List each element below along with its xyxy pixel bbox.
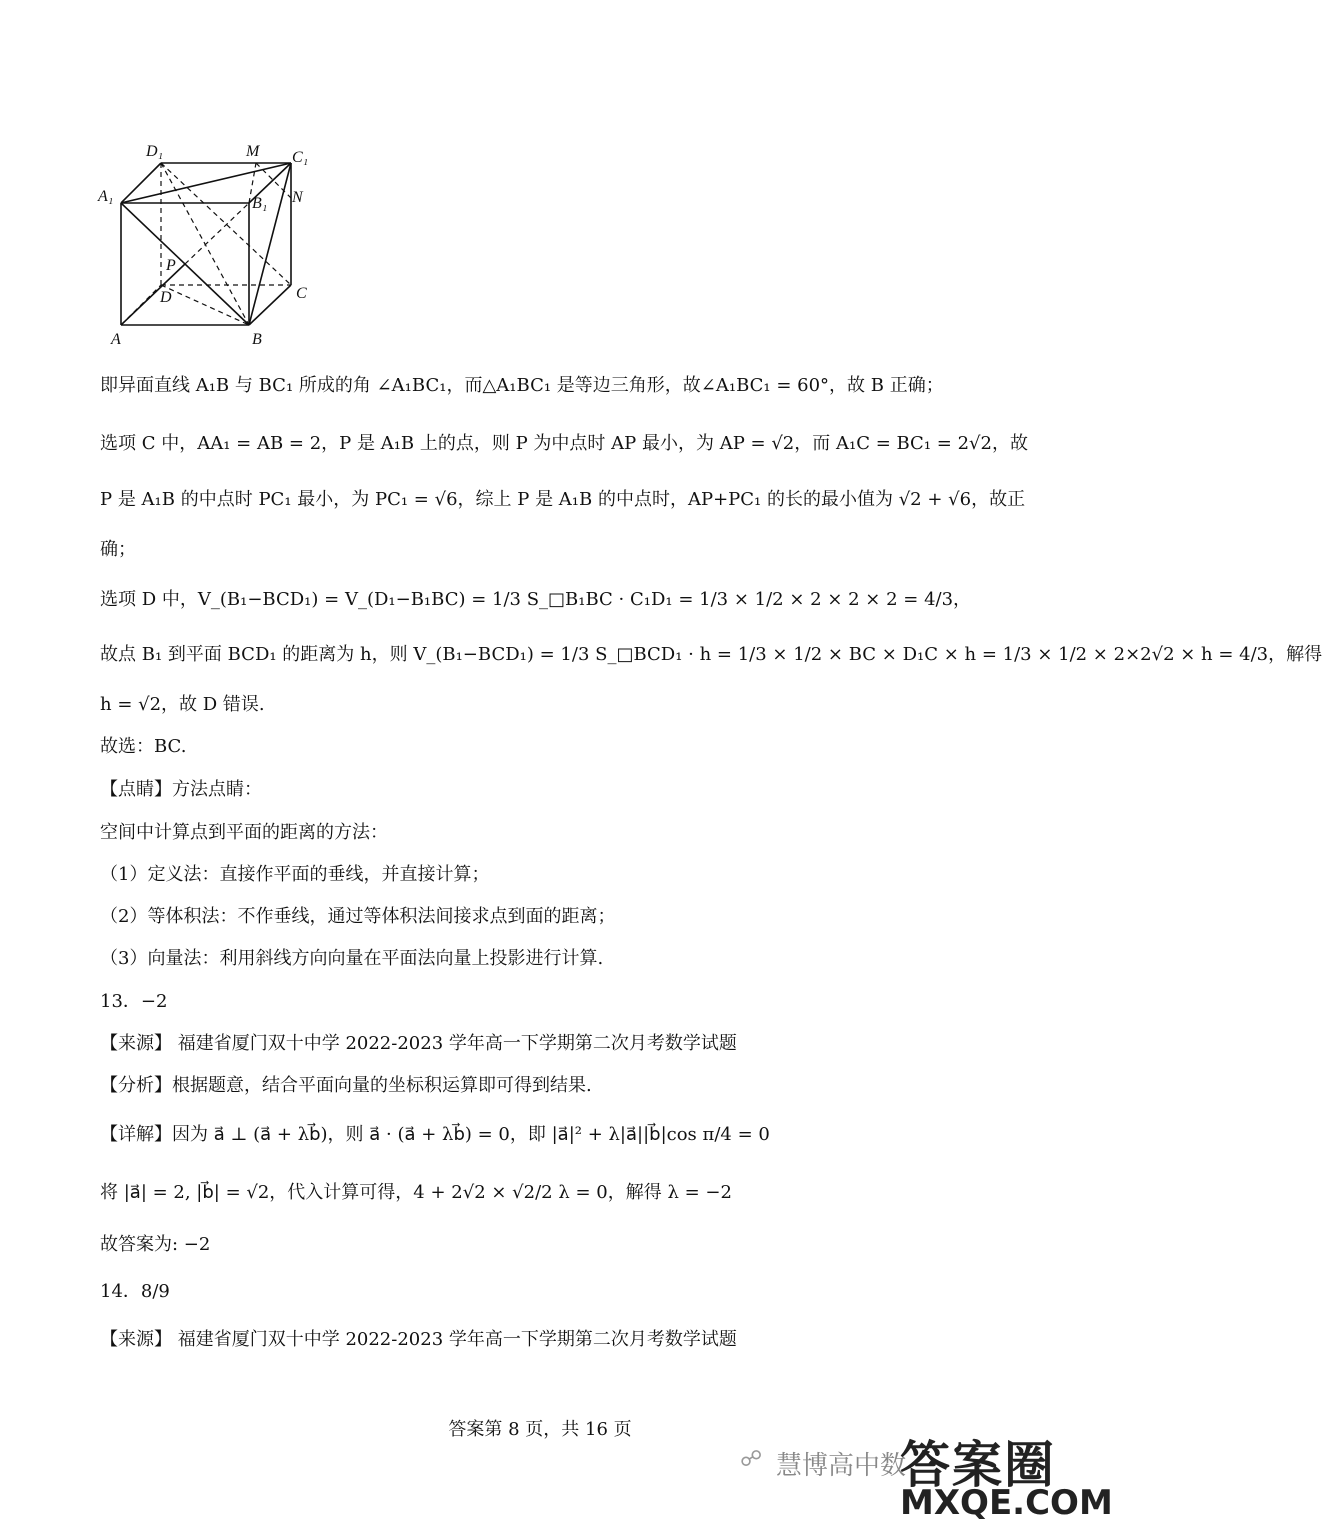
text-line: 即异面直线 A₁B 与 BC₁ 所成的角 ∠A₁BC₁，而△A₁BC₁ 是等边三角形，故∠A₁BC₁ = 60°，故 B 正确； [100, 375, 944, 396]
cube-figure [96, 138, 336, 353]
label-a: A [111, 331, 121, 348]
text-line: （3）向量法：利用斜线方向向量在平面法向量上投影进行计算. [100, 948, 604, 969]
question-number: 14．8/9 [100, 1281, 170, 1302]
text-line: h = √2，故 D 错误. [100, 694, 265, 715]
label-a1: A₁ [98, 188, 114, 205]
label-p: P [166, 257, 176, 274]
text-line: 【分析】根据题意，结合平面向量的坐标积运算即可得到结果. [100, 1075, 592, 1096]
text-line: （2）等体积法：不作垂线，通过等体积法间接求点到面的距离； [100, 906, 616, 927]
question-number: 13．−2 [100, 991, 168, 1012]
text-line: （1）定义法：直接作平面的垂线，并直接计算； [100, 864, 490, 885]
watermark-logo: 答案圈 [900, 1436, 1056, 1494]
text-line: P 是 A₁B 的中点时 PC₁ 最小，为 PC₁ = √6，综上 P 是 A₁B 的中点时，AP+PC₁ 的长的最小值为 √2 + √6，故正 [100, 489, 1026, 510]
text-line: 故点 B₁ 到平面 BCD₁ 的距离为 h，则 V_(B₁−BCD₁) = 1/3 S_□BCD₁ · h = 1/3 × 1/2 × BC × D₁C × h = 1/3 × 1/2 × 2×2√2 × h = 4/3，解得 [100, 644, 1322, 665]
label-d1: D₁ [146, 143, 164, 160]
text-line: 选项 C 中，AA₁ = AB = 2，P 是 A₁B 上的点，则 P 为中点时 AP 最小，为 AP = √2，而 A₁C = BC₁ = 2√2，故 [100, 433, 1028, 454]
text-line: 【点睛】方法点睛： [100, 779, 262, 800]
label-b1: B₁ [252, 195, 268, 212]
label-d: D [160, 289, 172, 306]
text-line: 故选：BC. [100, 736, 187, 757]
label-c1: C₁ [292, 149, 309, 166]
label-m: M [246, 143, 260, 160]
text-line: 将 |a⃗| = 2, |b⃗| = √2，代入计算可得，4 + 2√2 × √2/2 λ = 0，解得 λ = −2 [100, 1182, 732, 1203]
watermark-wechat-text: 慧博高中数 [776, 1451, 907, 1481]
text-line: 【来源】 福建省厦门双十中学 2022-2023 学年高一下学期第二次月考数学试题 [100, 1329, 737, 1350]
text-line: 空间中计算点到平面的距离的方法： [100, 822, 388, 843]
text-line: 【详解】因为 a⃗ ⊥ (a⃗ + λb⃗)，则 a⃗ · (a⃗ + λb⃗) = 0，即 |a⃗|² + λ|a⃗||b⃗|cos π/4 = 0 [100, 1124, 770, 1145]
wechat-icon: ☍ [740, 1447, 763, 1472]
label-b: B [252, 331, 262, 348]
watermark [740, 1425, 1113, 1527]
page-footer: 答案第 8 页，共 16 页 [448, 1419, 632, 1440]
text-line: 故答案为: −2 [100, 1234, 211, 1255]
label-n: N [292, 189, 303, 206]
text-line: 【来源】 福建省厦门双十中学 2022-2023 学年高一下学期第二次月考数学试题 [100, 1033, 737, 1054]
text-line: 确； [100, 539, 136, 560]
watermark-site: MXQE.COM [900, 1483, 1113, 1523]
cube-diagram [96, 138, 336, 353]
text-line: 选项 D 中，V_(B₁−BCD₁) = V_(D₁−B₁BC) = 1/3 S_□B₁BC · C₁D₁ = 1/3 × 1/2 × 2 × 2 × 2 = 4/3， [100, 589, 972, 610]
label-c: C [296, 285, 307, 302]
